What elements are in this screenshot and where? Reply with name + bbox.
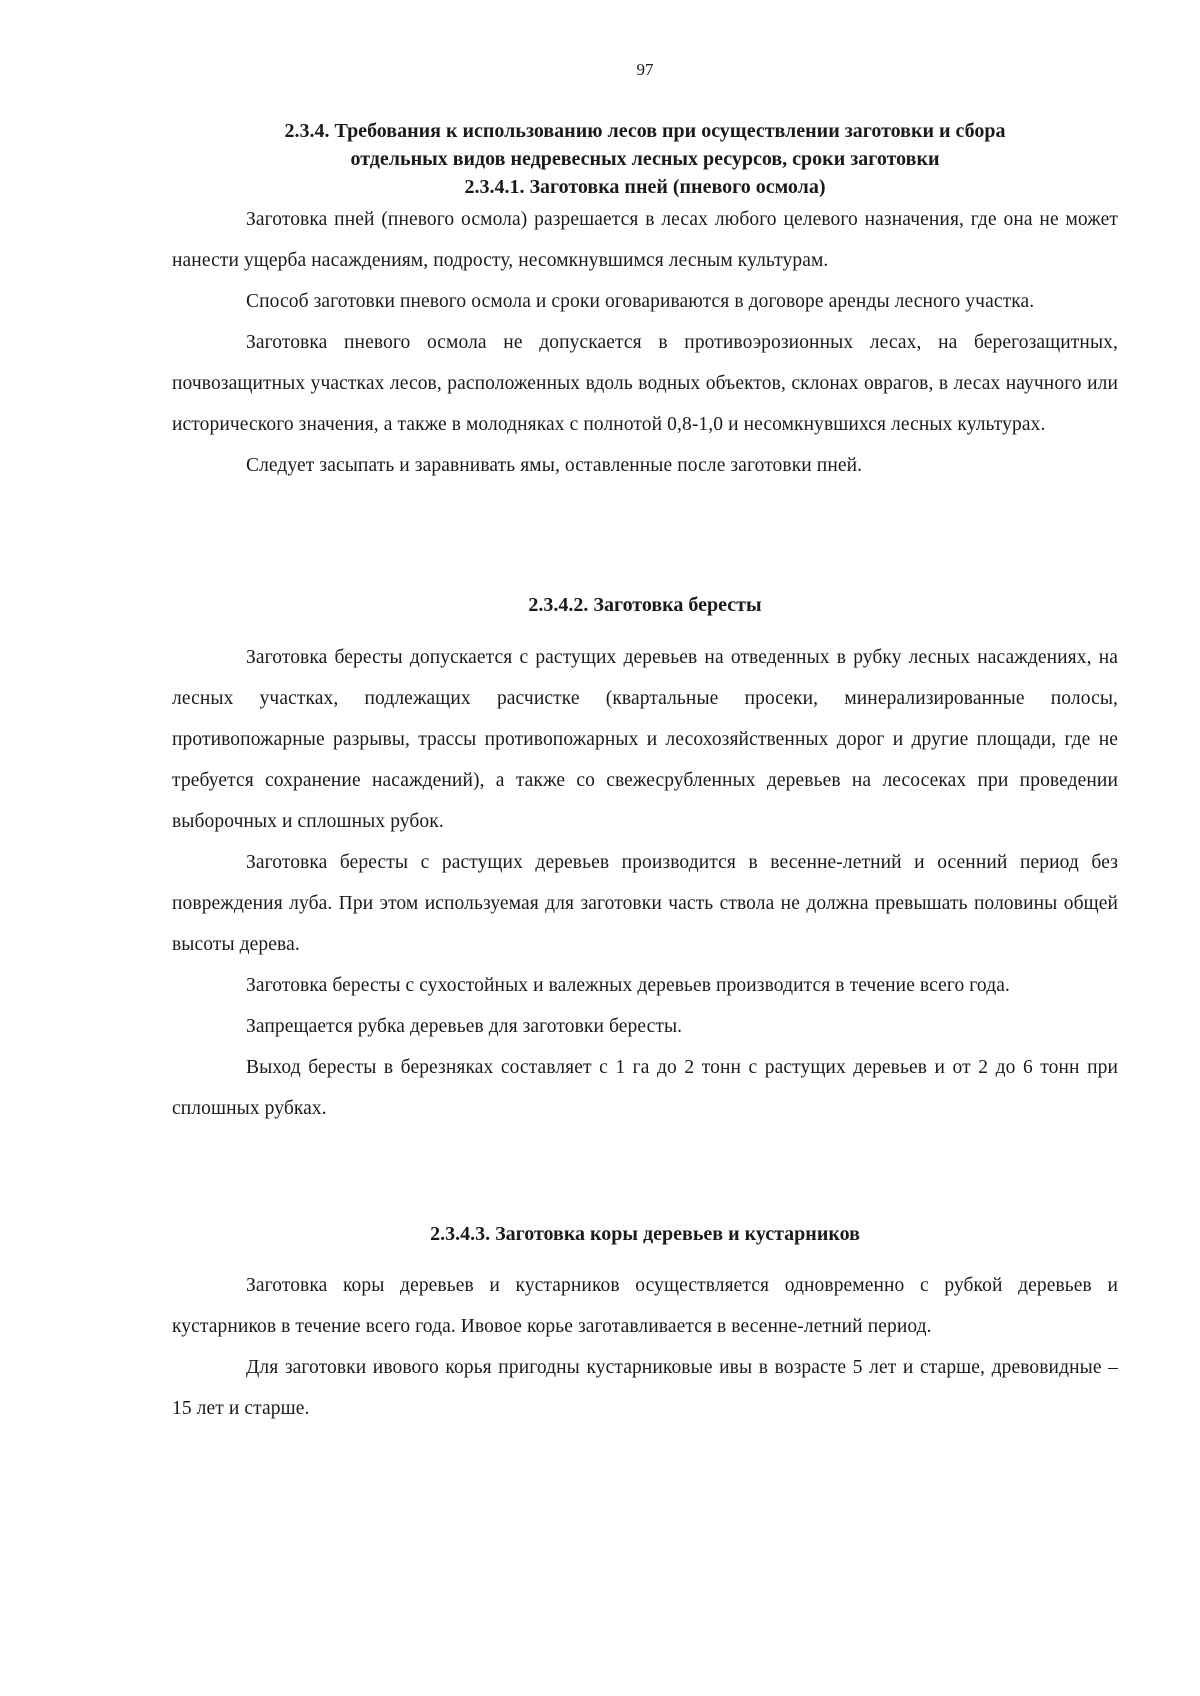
paragraph: Следует засыпать и заравнивать ямы, оставленные после заготовки пней. [246, 455, 863, 476]
heading-line-3: 2.3.4.1. Заготовка пней (пневого осмола) [464, 176, 826, 198]
page-number: 97 [636, 60, 654, 79]
paragraph: Для заготовки ивового корья пригодны кустарниковые ивы в возрасте 5 лет и старше, древовидные – 15 лет и старше. [172, 1357, 1118, 1419]
section-stump-harvest [172, 199, 1118, 486]
subsection-title: 2.3.4.2. Заготовка бересты [528, 594, 762, 616]
paragraph: Заготовка коры деревьев и кустарников осуществляется одновременно с рубкой деревьев и кустарников в течение всего года. Ивовое корье заготавливается в весенне-летний период. [172, 1275, 1118, 1337]
paragraph: Выход бересты в березняках составляет с 1 га до 2 тонн с растущих деревьев и от 2 до 6 тонн при сплошных рубках. [172, 1057, 1118, 1119]
paragraph: Способ заготовки пневого осмола и сроки оговариваются в договоре аренды лесного участка. [246, 291, 1035, 312]
paragraph: Заготовка бересты допускается с растущих деревьев на отведенных в рубку лесных насаждениях, на лесных участках, подлежащих расчистке (квартальные просеки, минерализированные полосы, противопожарные разрывы, трассы противопожарных и лесохозяйственных дорог и другие площади, где не требуется сохранение насаждений), а также со свежесрубленных деревьев на лесосеках при проведении выборочных и сплошных рубок. [172, 647, 1118, 832]
paragraph: Заготовка бересты с растущих деревьев производится в весенне-летний и осенний период без повреждения луба. При этом используемая для заготовки часть ствола не должна превышать половины общей высоты дерева. [172, 852, 1118, 955]
section-heading [172, 117, 1118, 201]
heading-line-1: 2.3.4. Требования к использованию лесов при осуществлении заготовки и сбора [284, 120, 1006, 142]
paragraph: Заготовка пней (пневого осмола) разрешается в лесах любого целевого назначения, где она не может нанести ущерба насаждениям, подросту, несомкнувшимся лесным культурам. [172, 209, 1118, 271]
section-birch-bark [172, 591, 1118, 619]
paragraph: Заготовка бересты с сухостойных и валежных деревьев производится в течение всего года. [246, 975, 1010, 996]
section-tree-bark-body [172, 1265, 1118, 1429]
section-tree-bark [172, 1220, 1118, 1248]
subsection-title: 2.3.4.3. Заготовка коры деревьев и кустарников [430, 1223, 860, 1245]
heading-line-2: отдельных видов недревесных лесных ресурсов, сроки заготовки [350, 148, 940, 170]
paragraph: Заготовка пневого осмола не допускается в противоэрозионных лесах, на берегозащитных, почвозащитных участках лесов, расположенных вдоль водных объектов, склонах оврагов, в лесах научного или исторического значения, а также в молодняках с полнотой 0,8-1,0 и несомкнувшихся лесных культурах. [172, 332, 1118, 435]
section-birch-bark-body [172, 637, 1118, 1129]
paragraph: Запрещается рубка деревьев для заготовки бересты. [246, 1016, 683, 1037]
